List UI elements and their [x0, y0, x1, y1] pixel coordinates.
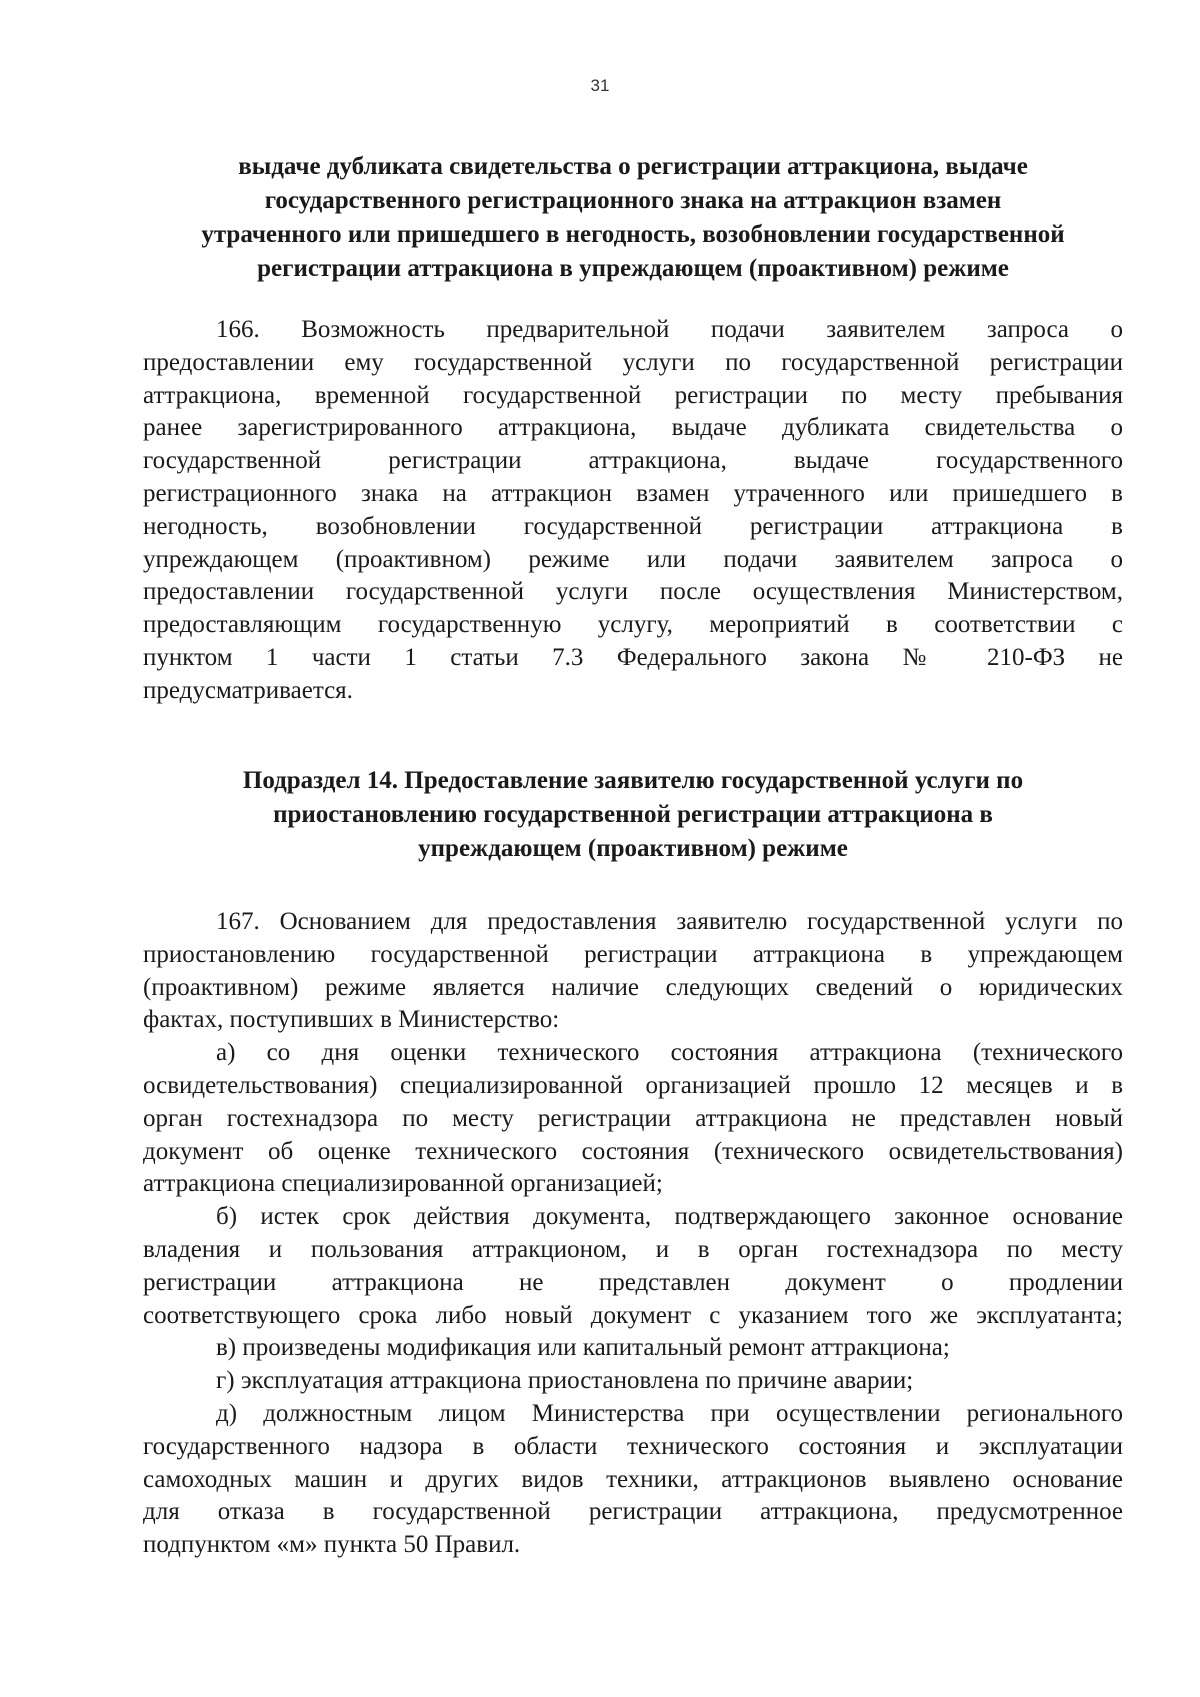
text-line: предоставлении ему государственной услуги по государственной регистрации	[143, 348, 1123, 376]
text-line: регистрационного знака на аттракцион взамен утраченного или пришедшего в	[143, 479, 1123, 507]
heading-line: приостановлению государственной регистрации аттракциона в	[273, 801, 993, 828]
text-line: орган гостехнадзора по месту регистрации аттракциона не представлен новый	[143, 1104, 1123, 1132]
list-item-g: г) эксплуатация аттракциона приостановлена по причине аварии;	[216, 1367, 914, 1395]
list-item-b: б) истек срок действия документа, подтверждающего законное основание	[216, 1203, 1123, 1231]
text-line: предусматривается.	[143, 676, 353, 704]
text-line: приостановлению государственной регистрации аттракциона в упреждающем	[143, 940, 1123, 968]
text-line: фактах, поступивших в Министерство:	[143, 1006, 560, 1034]
text-line: негодность, возобновлении государственной регистрации аттракциона в	[143, 512, 1123, 540]
text-line: аттракциона специализированной организацией;	[143, 1170, 663, 1198]
text-line: ранее зарегистрированного аттракциона, выдаче дубликата свидетельства о	[143, 414, 1123, 442]
section-heading-continued	[138, 150, 1128, 286]
subsection-14-heading	[138, 764, 1128, 866]
heading-line: государственного регистрационного знака на аттракцион взамен	[264, 187, 1002, 214]
list-item-a: а) со дня оценки технического состояния аттракциона (технического	[216, 1039, 1123, 1067]
heading-line: упреждающем (проактивном) режиме	[418, 835, 848, 862]
text-line: предоставляющим государственную услугу, мероприятий в соответствии с	[143, 611, 1123, 639]
text-line: подпунктом «м» пункта 50 Правил.	[143, 1531, 521, 1559]
text-line: владения и пользования аттракционом, и в орган гостехнадзора по месту	[143, 1235, 1123, 1263]
text-line: упреждающем (проактивном) режиме или подачи заявителем запроса о	[143, 545, 1123, 573]
text-line: документ об оценке технического состояния (технического освидетельствования)	[143, 1137, 1123, 1165]
text-line: предоставлении государственной услуги после осуществления Министерством,	[143, 578, 1123, 606]
list-item-v: в) произведены модификация или капитальный ремонт аттракциона;	[216, 1334, 950, 1362]
page-number: 31	[590, 76, 610, 95]
heading-line: утраченного или пришедшего в негодность, возобновлении государственной	[201, 221, 1065, 248]
text-line: 166. Возможность предварительной подачи заявителем запроса о	[216, 316, 1123, 343]
text-line: регистрации аттракциона не представлен документ о продлении	[143, 1268, 1123, 1296]
heading-line: Подраздел 14. Предоставление заявителю государственной услуги по	[242, 767, 1024, 794]
text-line: пунктом 1 части 1 статьи 7.3 Федерального закона № 210-ФЗ не	[143, 643, 1123, 671]
text-line: государственной регистрации аттракциона, выдаче государственного	[143, 447, 1123, 475]
text-line: аттракциона, временной государственной регистрации по месту пребывания	[143, 381, 1123, 409]
text-line: (проактивном) режиме является наличие следующих сведений о юридических	[143, 973, 1123, 1001]
paragraph-167	[143, 906, 1123, 1562]
heading-line: регистрации аттракциона в упреждающем (проактивном) режиме	[257, 255, 1009, 282]
text-line: самоходных машин и других видов техники, аттракционов выявлено основание	[143, 1465, 1123, 1493]
text-line: государственного надзора в области технического состояния и эксплуатации	[143, 1432, 1123, 1460]
text-line: 167. Основанием для предоставления заявителю государственной услуги по	[216, 908, 1123, 935]
list-item-d: д) должностным лицом Министерства при осуществлении регионального	[216, 1399, 1123, 1427]
heading-line: выдаче дубликата свидетельства о регистрации аттракциона, выдаче	[238, 153, 1028, 180]
text-line: для отказа в государственной регистрации аттракциона, предусмотренное	[143, 1498, 1123, 1526]
text-line: соответствующего срока либо новый документ с указанием того же эксплуатанта;	[143, 1301, 1123, 1329]
paragraph-166	[143, 314, 1123, 708]
text-line: освидетельствования) специализированной организацией прошло 12 месяцев и в	[143, 1071, 1123, 1099]
